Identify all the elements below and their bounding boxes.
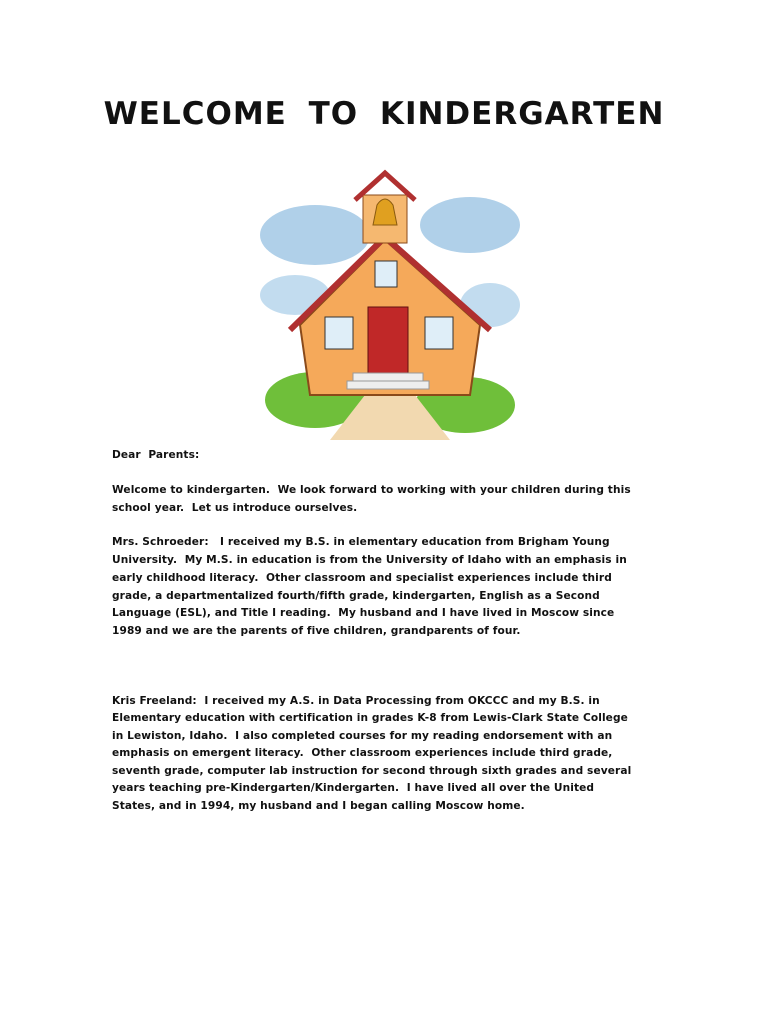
- salutation: Dear Parents:: [112, 449, 200, 461]
- text-line: States, and in 1994, my husband and I began calling Moscow home.: [112, 800, 525, 812]
- text-line: 1989 and we are the parents of five children, grandparents of four.: [112, 625, 521, 637]
- text-line: Welcome to kindergarten. We look forward to working with your children during this: [112, 484, 631, 496]
- text-line: emphasis on emergent literacy. Other classroom experiences include third grade,: [112, 747, 613, 759]
- text-line: Elementary education with certification in grades K-8 from Lewis-Clark State College: [112, 712, 628, 724]
- text-line: Kris Freeland: I received my A.S. in Data Processing from OKCCC and my B.S. in: [112, 695, 600, 707]
- text-line: early childhood literacy. Other classroom and specialist experiences include third: [112, 572, 612, 584]
- text-line: University. My M.S. in education is from the University of Idaho with an emphasis in: [112, 554, 627, 566]
- text-line: Language (ESL), and Title I reading. My husband and I have lived in Moscow since: [112, 607, 615, 619]
- text-line: seventh grade, computer lab instruction for second through sixth grades and several: [112, 765, 632, 777]
- text-line: in Lewiston, Idaho. I also completed courses for my reading endorsement with an: [112, 730, 613, 742]
- text-line: school year. Let us introduce ourselves.: [112, 502, 358, 514]
- page-title: WELCOME TO KINDERGARTEN: [103, 96, 665, 132]
- text-line: years teaching pre-Kindergarten/Kindergarten. I have lived all over the United: [112, 782, 595, 794]
- text-line: grade, a departmentalized fourth/fifth grade, kindergarten, English as a Second: [112, 590, 600, 602]
- text-line: Mrs. Schroeder: I received my B.S. in elementary education from Brigham Young: [112, 536, 610, 548]
- schoolhouse-illustration: [255, 165, 525, 445]
